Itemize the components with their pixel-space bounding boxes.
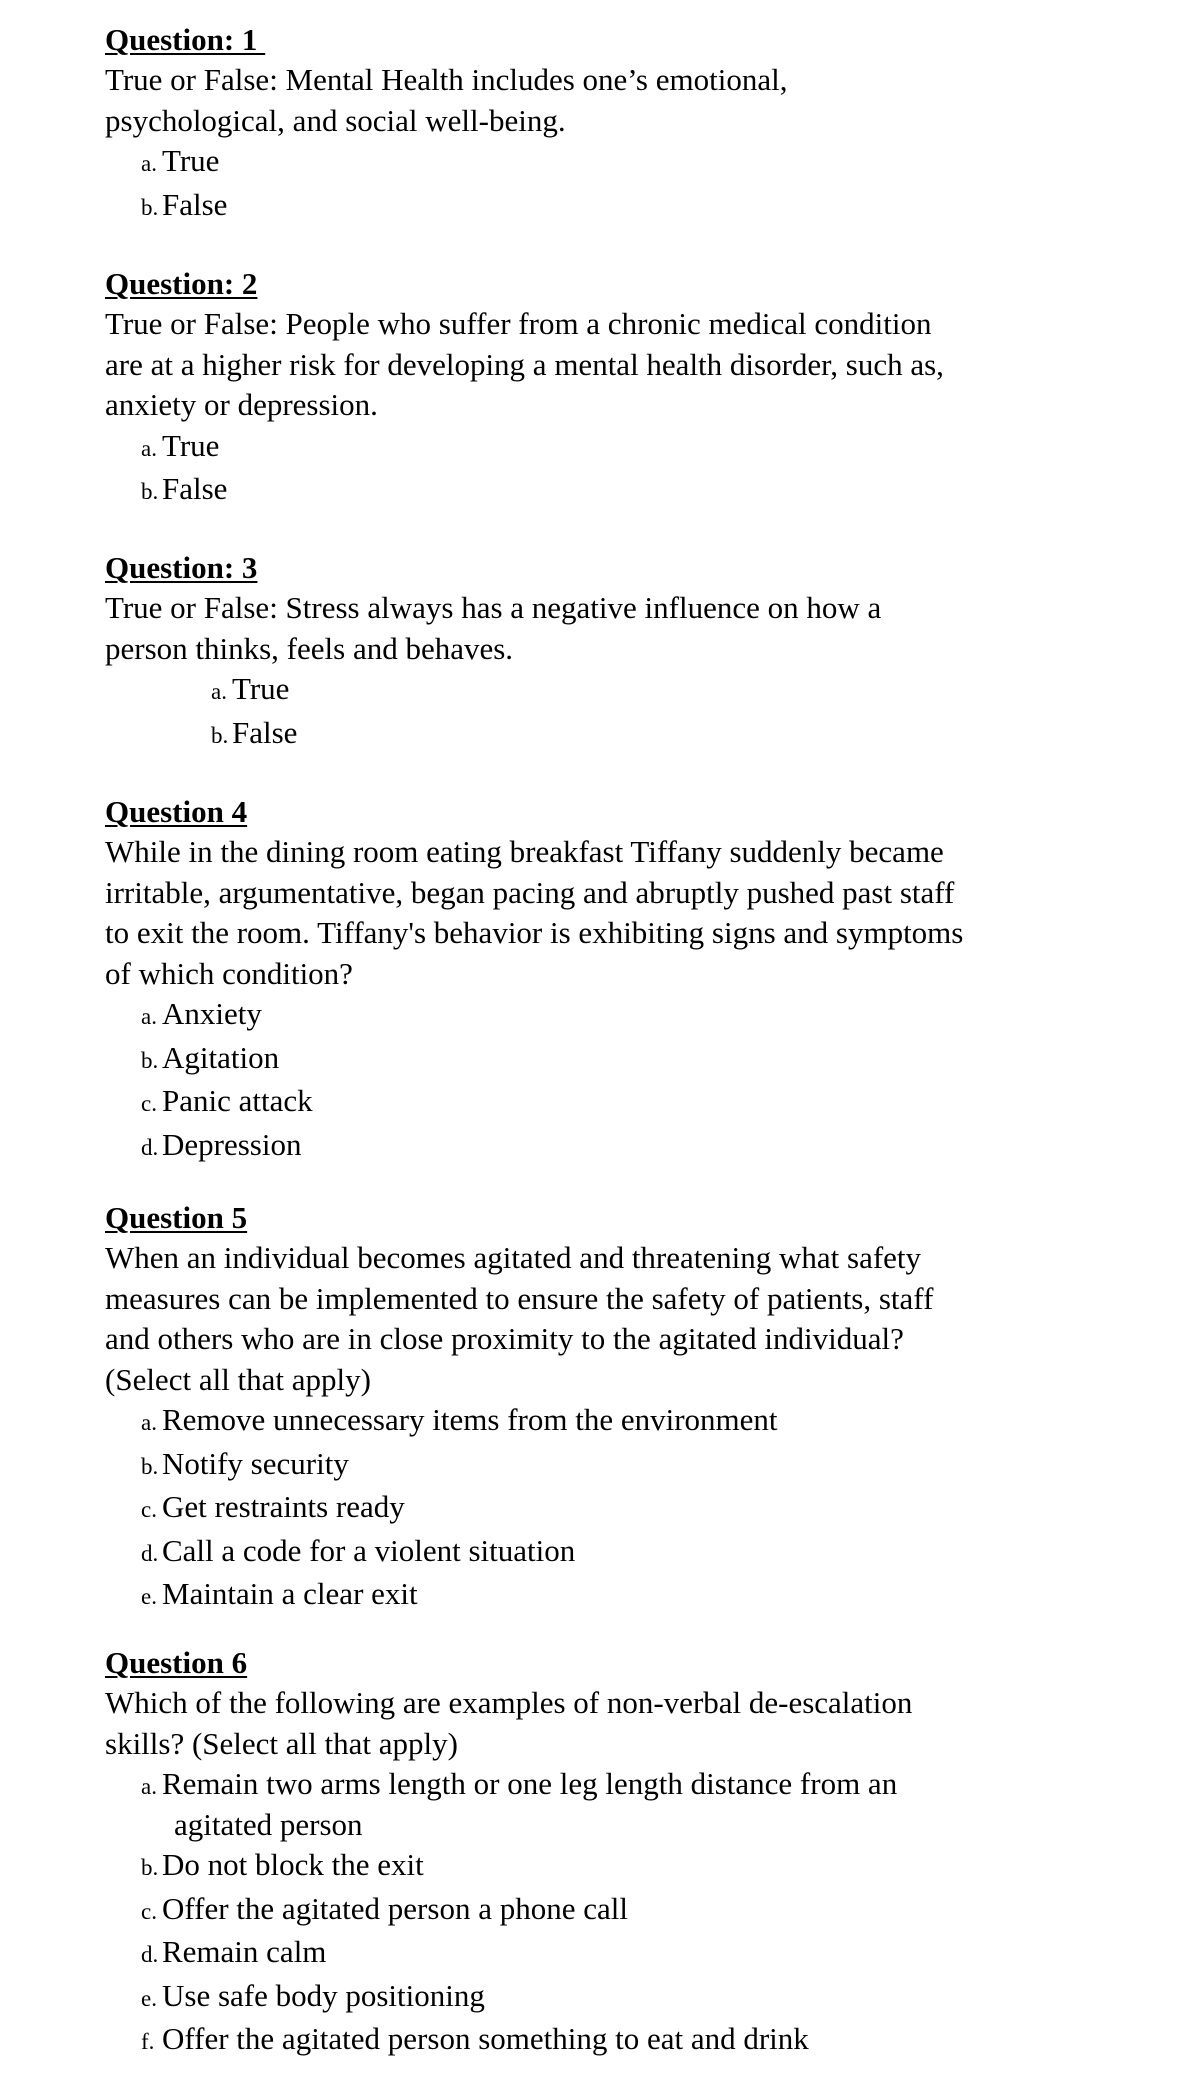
- option-text: Call a code for a violent situation: [162, 1532, 576, 1568]
- option-text: Get restraints ready: [162, 1489, 405, 1524]
- answer-option-b[interactable]: [105, 713, 1125, 757]
- option-text: True: [162, 143, 220, 178]
- option-text: Anxiety: [162, 996, 262, 1031]
- option-text: Offer the agitated person something to eat and drink: [162, 2021, 809, 2056]
- answer-option-a[interactable]: [105, 426, 1125, 470]
- option-letter: b.: [141, 1453, 159, 1479]
- option-text: Remove unnecessary items from the environment: [162, 1402, 778, 1437]
- option-text: Panic attack: [162, 1083, 313, 1118]
- answer-option-a[interactable]: [105, 669, 1125, 713]
- option-letter: b.: [141, 479, 159, 504]
- answer-option-e[interactable]: [105, 1574, 1125, 1618]
- option-letter: b.: [141, 1047, 159, 1073]
- answer-option-f[interactable]: [105, 2019, 1125, 2063]
- question-text: True or False: Stress always has a negative influence on how a person thinks, feels and behaves.: [105, 590, 882, 666]
- option-letter: d.: [141, 1134, 159, 1160]
- answer-option-b[interactable]: [105, 1038, 1125, 1082]
- question-text: When an individual becomes agitated and threatening what safety measures can be implemented to ensure the safety of patients, staff and others who are in close proximity to the agitated individual? (Select all that apply): [105, 1240, 934, 1397]
- option-letter: a.: [141, 435, 157, 461]
- answer-option-d[interactable]: [105, 1932, 1125, 1976]
- option-text: Agitation: [162, 1039, 280, 1075]
- option-letter: a.: [211, 679, 227, 704]
- question-title: Question: 2: [105, 266, 258, 301]
- option-letter: c.: [141, 1898, 157, 1924]
- answer-option-e[interactable]: [105, 1976, 1125, 2020]
- option-text-continued: agitated person: [174, 1806, 363, 1842]
- option-letter: b.: [141, 194, 159, 220]
- question-title: Question 4: [105, 794, 248, 829]
- option-letter: f.: [141, 2029, 155, 2054]
- question-6: [105, 1643, 1125, 2063]
- answer-options: [105, 1400, 1125, 1618]
- question-text: True or False: People who suffer from a chronic medical condition are at a higher risk for developing a mental health disorder, such as, anxiety or depression.: [105, 306, 944, 422]
- question-1: [105, 20, 1125, 228]
- option-letter: d.: [141, 1942, 159, 1967]
- question-text: Which of the following are examples of non-verbal de-escalation skills? (Select all that apply): [105, 1685, 913, 1761]
- option-text: Depression: [162, 1126, 302, 1162]
- answer-option-b[interactable]: [105, 1444, 1125, 1488]
- option-text: Do not block the exit: [162, 1847, 424, 1882]
- option-letter: d.: [141, 1540, 159, 1566]
- answer-options: [105, 1764, 1125, 2063]
- question-title: Question: 1: [105, 22, 266, 57]
- answer-option-b[interactable]: [105, 1845, 1125, 1889]
- answer-options: [105, 669, 1125, 756]
- question-5: [105, 1198, 1125, 1618]
- answer-option-a[interactable]: [105, 994, 1125, 1038]
- option-text: Maintain a clear exit: [162, 1576, 418, 1611]
- question-title: Question 6: [105, 1645, 248, 1680]
- answer-option-c[interactable]: [105, 1487, 1125, 1531]
- answer-option-b[interactable]: [105, 469, 1125, 513]
- option-letter: a.: [141, 1410, 157, 1435]
- answer-option-a[interactable]: [105, 1764, 1125, 1845]
- answer-option-b[interactable]: [105, 185, 1125, 229]
- option-letter: b.: [211, 722, 229, 748]
- question-text: While in the dining room eating breakfast Tiffany suddenly became irritable, argumentative, began pacing and abruptly pushed past staff to exit the room. Tiffany's behavior is exhibiting signs and symptoms of which condition?: [105, 834, 964, 991]
- option-text: True: [232, 671, 290, 706]
- option-letter: b.: [141, 1855, 159, 1880]
- option-text-wrapper: [162, 1764, 1042, 1845]
- option-text: True: [162, 427, 220, 463]
- answer-option-a[interactable]: [105, 1400, 1125, 1444]
- option-letter: e.: [141, 1985, 157, 2011]
- question-title: Question: 3: [105, 550, 258, 585]
- answer-options: [105, 141, 1125, 228]
- option-text: Use safe body positioning: [162, 1977, 485, 2013]
- option-letter: c.: [141, 1091, 157, 1116]
- option-text: False: [162, 471, 228, 506]
- option-text: Offer the agitated person a phone call: [162, 1890, 628, 1926]
- option-letter: e.: [141, 1584, 157, 1609]
- question-4: [105, 792, 1125, 1168]
- answer-option-c[interactable]: [105, 1889, 1125, 1933]
- answer-option-d[interactable]: [105, 1531, 1125, 1575]
- question-2: [105, 264, 1125, 513]
- option-text: Remain two arms length or one leg length distance from an: [162, 1766, 898, 1801]
- option-letter: a.: [141, 1004, 157, 1029]
- answer-options: [105, 994, 1125, 1168]
- option-letter: a.: [141, 1774, 157, 1799]
- option-text: False: [232, 714, 298, 750]
- question-text: True or False: Mental Health includes one’s emotional, psychological, and social well-being.: [105, 62, 788, 138]
- answer-option-a[interactable]: [105, 141, 1125, 185]
- answer-option-c[interactable]: [105, 1081, 1125, 1125]
- answer-options: [105, 426, 1125, 513]
- question-3: [105, 548, 1125, 756]
- option-letter: c.: [141, 1497, 157, 1522]
- question-title: Question 5: [105, 1200, 248, 1235]
- option-text: False: [162, 186, 228, 222]
- answer-option-d[interactable]: [105, 1125, 1125, 1169]
- option-letter: a.: [141, 151, 157, 176]
- option-text: Notify security: [162, 1445, 349, 1481]
- option-text: Remain calm: [162, 1934, 327, 1969]
